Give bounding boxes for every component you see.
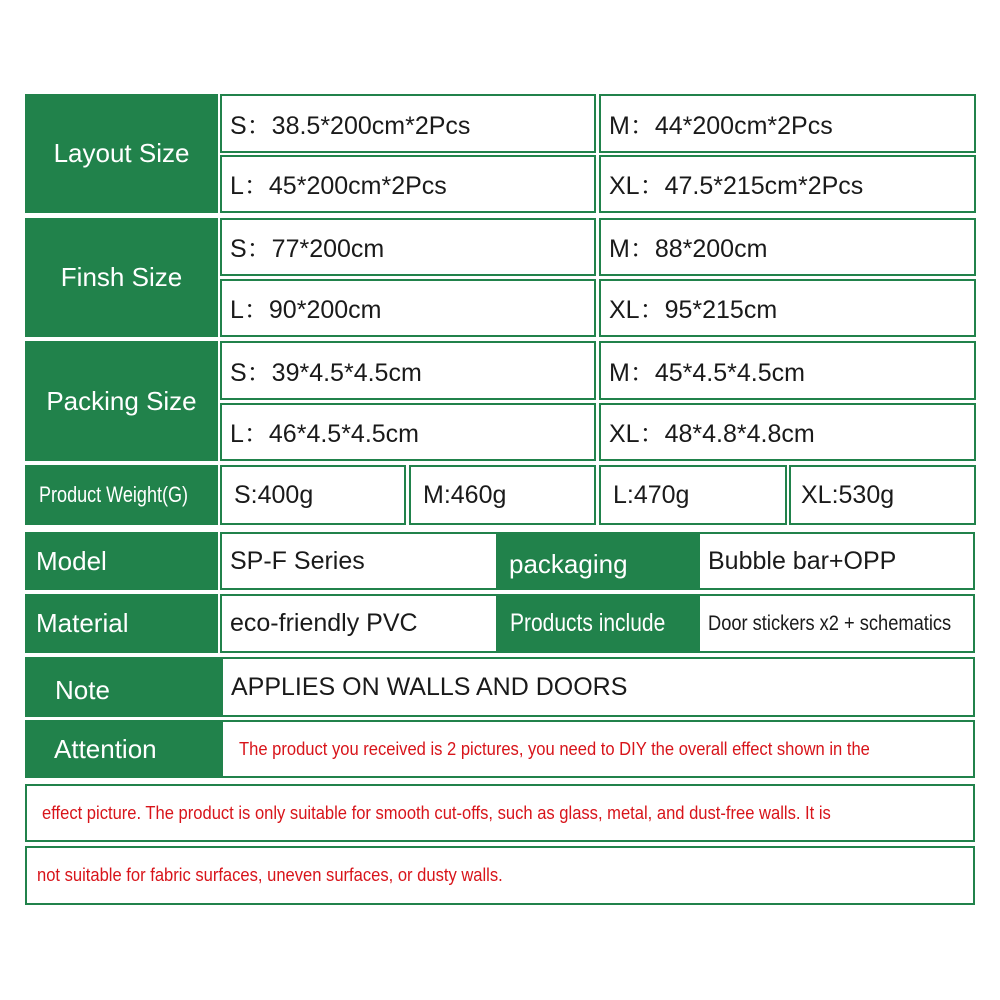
layout-size-l-text: L：45*200cm*2Pcs bbox=[230, 172, 447, 200]
attention-line-1 bbox=[221, 720, 975, 778]
layout-size-m-text: M：44*200cm*2Pcs bbox=[609, 111, 833, 140]
product-weight-m bbox=[409, 465, 596, 525]
model-label-text: Model bbox=[36, 545, 107, 576]
material-label bbox=[25, 594, 218, 653]
attention-label-text: Attention bbox=[54, 733, 157, 764]
product-weight-l-text: L:470g bbox=[613, 480, 690, 509]
attention-line-3 bbox=[25, 846, 975, 905]
material-value-text: eco-friendly PVC bbox=[230, 609, 418, 637]
note-value-text: APPLIES ON WALLS AND DOORS bbox=[231, 672, 628, 701]
finish-size-s bbox=[220, 218, 596, 276]
layout-size-label-text: Layout Size bbox=[53, 138, 190, 168]
note-value bbox=[221, 657, 975, 717]
product-weight-m-text: M:460g bbox=[423, 480, 507, 509]
layout-size-s bbox=[220, 94, 596, 153]
model-value bbox=[220, 532, 498, 590]
attention-line-2-text: effect picture. The product is only suitable for smooth cut-offs, such as glass, metal, and dust-free walls. It is bbox=[42, 802, 831, 823]
product-weight-label-text: Product Weight(G) bbox=[39, 482, 189, 507]
material-value bbox=[220, 594, 498, 653]
packing-size-s bbox=[220, 341, 596, 400]
packing-size-xl-text: XL：48*4.8*4.8cm bbox=[609, 420, 815, 448]
finish-size-label-text: Finsh Size bbox=[60, 262, 183, 292]
product-weight-xl bbox=[789, 465, 976, 525]
packing-size-m bbox=[599, 341, 976, 400]
products-include-value bbox=[698, 594, 975, 653]
attention-line-2 bbox=[25, 784, 975, 842]
note-label bbox=[25, 657, 221, 717]
finish-size-m bbox=[599, 218, 976, 276]
products-include-label bbox=[498, 594, 698, 653]
product-weight-label bbox=[25, 465, 218, 525]
product-weight-l bbox=[599, 465, 787, 525]
packing-size-l-text: L：46*4.5*4.5cm bbox=[230, 420, 420, 448]
attention-line-1-text: The product you received is 2 pictures, you need to DIY the overall effect shown in the bbox=[239, 738, 870, 759]
products-include-label-text: Products include bbox=[510, 609, 666, 637]
packaging-value bbox=[698, 532, 975, 590]
finish-size-l-text: L：90*200cm bbox=[230, 296, 382, 324]
finish-size-s-text: S：77*200cm bbox=[230, 235, 385, 263]
model-label bbox=[25, 532, 218, 590]
layout-size-xl-text: XL：47.5*215cm*2Pcs bbox=[609, 172, 864, 200]
finish-size-xl-text: XL：95*215cm bbox=[609, 296, 778, 324]
product-weight-xl-text: XL:530g bbox=[801, 480, 895, 509]
note-label-text: Note bbox=[55, 674, 110, 705]
packing-size-label-text: Packing Size bbox=[46, 385, 197, 416]
finish-size-m-text: M：88*200cm bbox=[609, 235, 768, 263]
attention-label bbox=[25, 720, 221, 778]
product-weight-s-text: S:400g bbox=[234, 480, 314, 509]
finish-size-xl bbox=[599, 279, 976, 337]
packing-size-xl bbox=[599, 403, 976, 461]
layout-size-s-text: S：38.5*200cm*2Pcs bbox=[230, 111, 471, 140]
packaging-value-text: Bubble bar+OPP bbox=[708, 546, 897, 575]
layout-size-l bbox=[220, 155, 596, 213]
packaging-label-text: packaging bbox=[509, 548, 628, 579]
model-value-text: SP-F Series bbox=[230, 546, 365, 575]
material-label-text: Material bbox=[36, 608, 129, 638]
packing-size-l bbox=[220, 403, 596, 461]
finish-size-l bbox=[220, 279, 596, 337]
attention-line-3-text: not suitable for fabric surfaces, uneven surfaces, or dusty walls. bbox=[37, 865, 503, 885]
layout-size-label bbox=[25, 94, 218, 213]
product-weight-s bbox=[220, 465, 406, 525]
packing-size-m-text: M：45*4.5*4.5cm bbox=[609, 358, 805, 387]
packing-size-s-text: S：39*4.5*4.5cm bbox=[230, 358, 422, 387]
packing-size-label bbox=[25, 341, 218, 461]
finish-size-label bbox=[25, 218, 218, 337]
layout-size-m bbox=[599, 94, 976, 153]
products-include-value-text: Door stickers x2 + schematics bbox=[708, 611, 952, 635]
layout-size-xl bbox=[599, 155, 976, 213]
packaging-label bbox=[498, 532, 698, 590]
